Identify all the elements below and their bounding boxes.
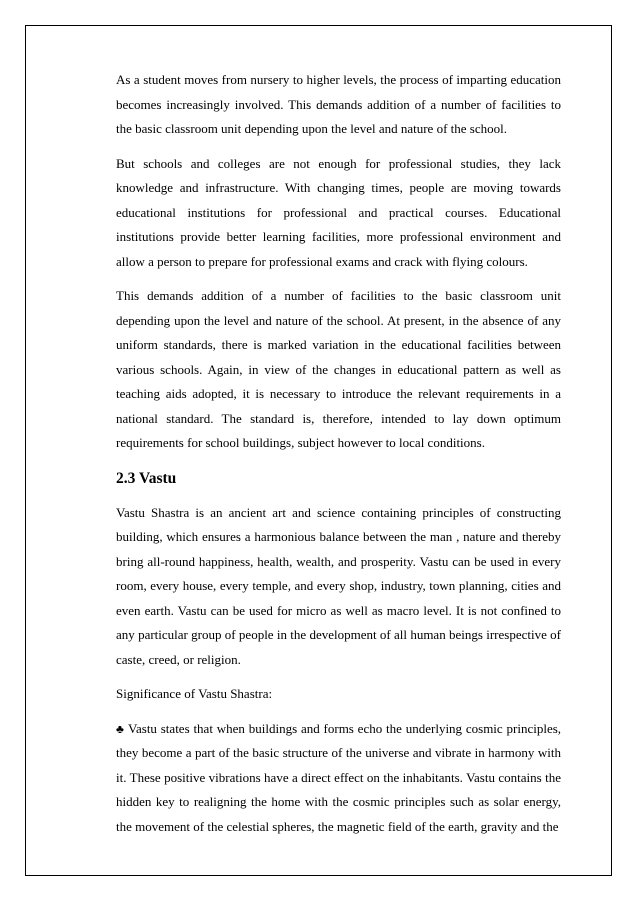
paragraph-intro-3: This demands addition of a number of facilities to the basic classroom unit depending upon the level and nature of the school. At present, in the absence of any uniform standards, there is marked variation in the educational facilities between various schools. Again, in view of the changes in educational pattern as well as teaching aids adopted, it is necessary to introduce the relevant requirements in a national standard. The standard is, therefore, intended to lay down optimum requirements for school buildings, subject however to local conditions. xyxy=(116,288,561,450)
paragraph-intro-2: But schools and colleges are not enough for professional studies, they lack knowledge and infrastructure. With changing times, people are moving towards educational institutions for professional and practical courses. Educational institutions provide better learning facilities, more professional environment and allow a person to prepare for professional exams and crack with flying colours. xyxy=(116,155,561,269)
bullet-text: Vastu states that when buildings and forms echo the underlying cosmic principles, they become a part of the basic structure of the universe and vibrate in harmony with it. These positive vibrations have a direct effect on the inhabitants. Vastu contains the hidden key to realigning the home with the cosmic principles such as solar energy, the movement of the celestial spheres, the magnetic field of the earth, gravity and the xyxy=(116,720,562,834)
section-heading: 2.3 Vastu xyxy=(116,469,177,487)
bullet-paragraph xyxy=(116,717,561,840)
club-bullet-icon: ♣ xyxy=(116,721,125,736)
paragraph-vastu: Vastu Shastra is an ancient art and science containing principles of constructing building, which ensures a harmonious balance between the man , nature and thereby bring all-round happiness, health, wealth, and prosperity. Vastu can be used in every room, every house, every temple, and every shop, industry, town planning, cities and even earth. Vastu can be used for micro as well as macro level. It is not confined to any particular group of people in the development of all human beings irrespective of caste, creed, or religion. xyxy=(116,504,561,667)
document-body xyxy=(116,68,561,849)
significance-label: Significance of Vastu Shastra: xyxy=(116,686,273,701)
paragraph-intro-1: As a student moves from nursery to higher levels, the process of imparting education becomes increasingly involved. This demands addition of a number of facilities to the basic classroom unit depending upon the level and nature of the school. xyxy=(116,72,561,136)
